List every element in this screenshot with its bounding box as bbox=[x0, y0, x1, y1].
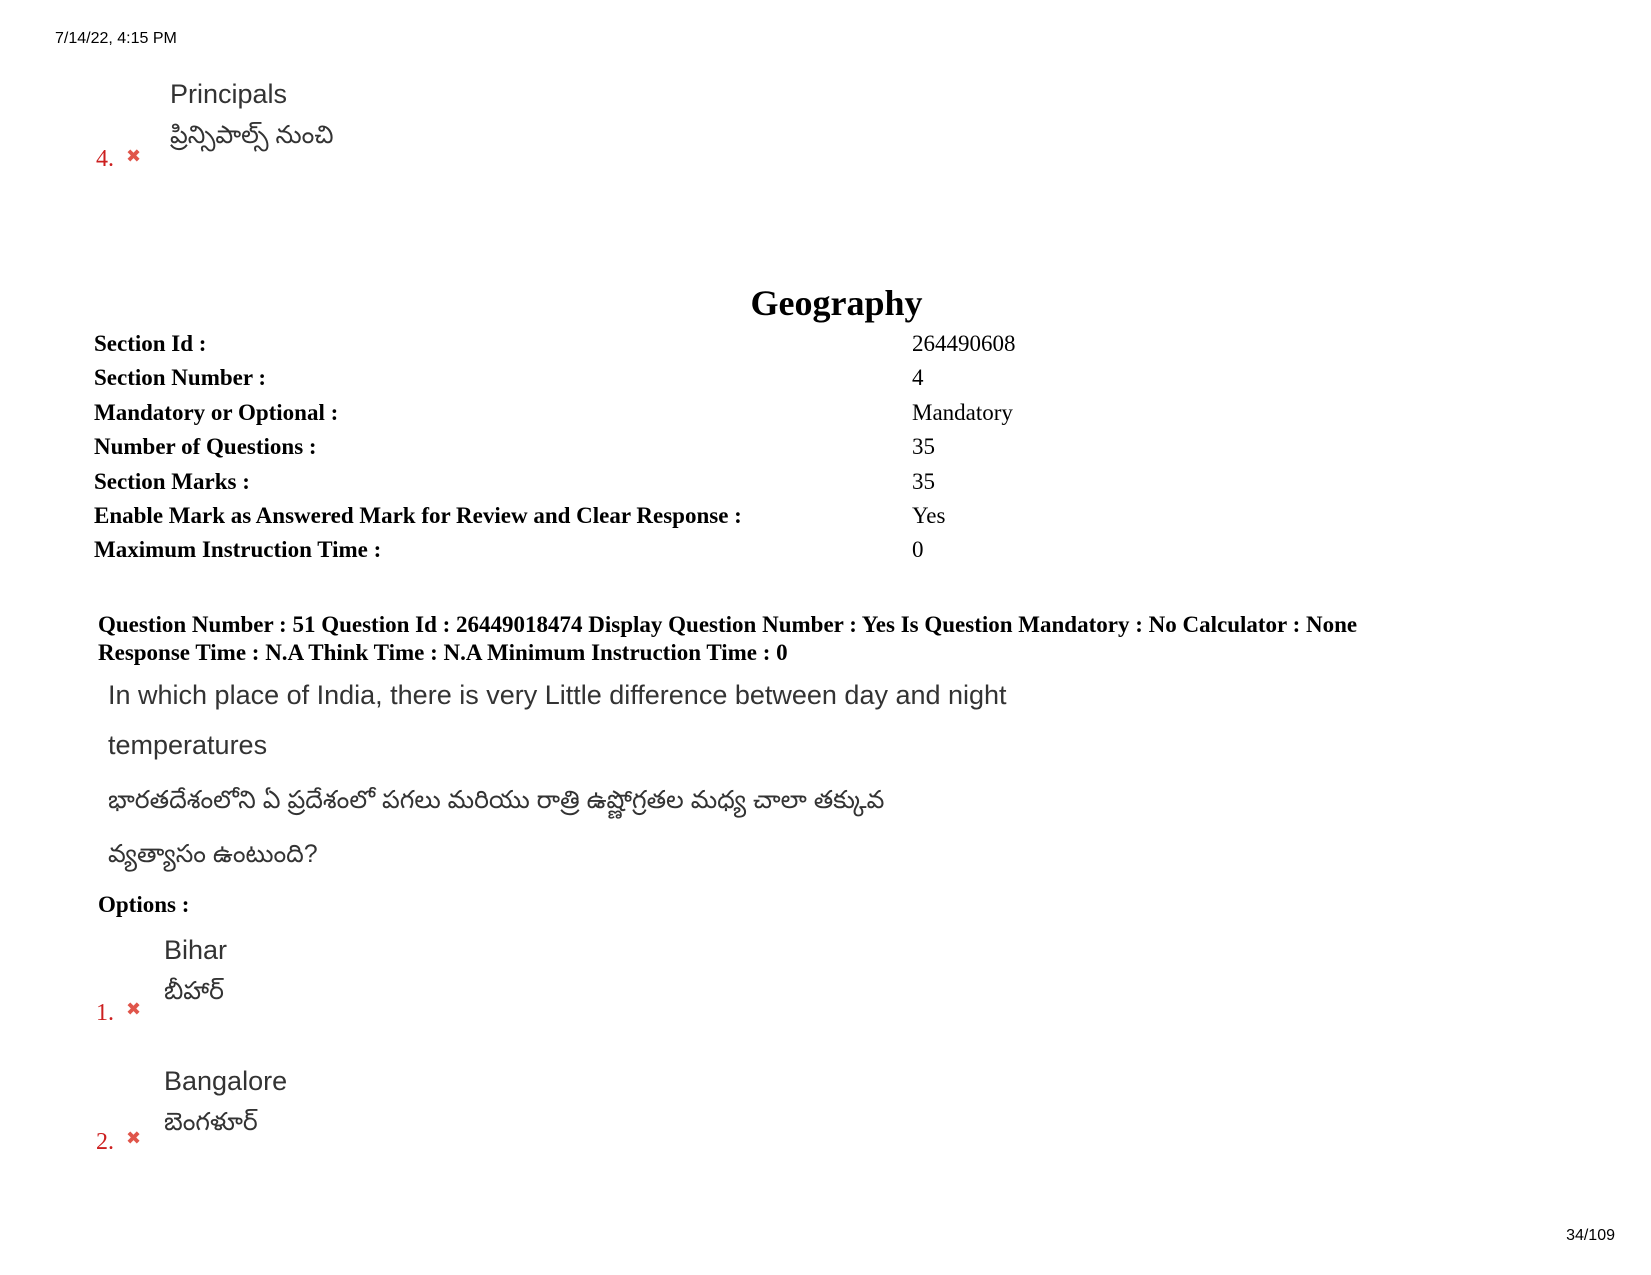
option-1-english: Bihar bbox=[164, 935, 228, 965]
options-label: Options : bbox=[98, 892, 190, 917]
option-1-number: 1. bbox=[96, 1000, 114, 1026]
option-2-number: 2. bbox=[96, 1129, 114, 1155]
question-meta-line-2: Response Time : N.A Think Time : N.A Minimum Instruction Time : 0 bbox=[98, 640, 788, 665]
option-2-english: Bangalore bbox=[164, 1066, 288, 1096]
section-marks-value: 35 bbox=[912, 469, 935, 494]
enable-mark-value: Yes bbox=[912, 503, 946, 528]
section-id-label: Section Id : bbox=[94, 331, 207, 356]
section-id-value: 264490608 bbox=[912, 331, 1016, 356]
cross-icon: ✖ bbox=[126, 146, 142, 167]
question-meta-line-1: Question Number : 51 Question Id : 26449018474 Display Question Number : Yes Is Question Mandatory : No Calculator : None bbox=[98, 612, 1358, 637]
mandatory-value: Mandatory bbox=[912, 400, 1013, 425]
cross-icon: ✖ bbox=[126, 999, 142, 1020]
option-1-image bbox=[164, 934, 227, 1006]
num-questions-label: Number of Questions : bbox=[94, 434, 317, 459]
option-4-english: Principals bbox=[170, 79, 288, 109]
option-1-telugu: బీహార్ bbox=[164, 977, 224, 1006]
max-instruction-time-value: 0 bbox=[912, 537, 924, 562]
page-number: 34/109 bbox=[1566, 1227, 1615, 1244]
section-number-label: Section Number : bbox=[94, 365, 267, 390]
num-questions-value: 35 bbox=[912, 434, 935, 459]
option-4-number: 4. bbox=[96, 146, 114, 172]
option-2-telugu: బెంగళూర్ bbox=[164, 1108, 258, 1137]
question-text-telugu-1: భారతదేశంలోని ఏ ప్రదేశంలో పగలు మరియు రాత్రి ఉష్ణోగ్రతల మధ్య చాలా తక్కువ bbox=[108, 786, 885, 814]
option-2-image bbox=[164, 1065, 287, 1137]
question-text-english-2: temperatures bbox=[108, 730, 268, 760]
question-text-telugu-2: వ్యత్యాసం ఉంటుంది? bbox=[108, 840, 318, 868]
section-title: Geography bbox=[750, 283, 923, 323]
section-marks-label: Section Marks : bbox=[94, 469, 250, 494]
question-meta bbox=[98, 611, 1598, 667]
section-number-value: 4 bbox=[912, 365, 924, 390]
print-timestamp: 7/14/22, 4:15 PM bbox=[55, 30, 177, 47]
mandatory-label: Mandatory or Optional : bbox=[94, 400, 339, 425]
max-instruction-time-label: Maximum Instruction Time : bbox=[94, 537, 382, 562]
option-4-image bbox=[170, 78, 333, 150]
question-text-english-1: In which place of India, there is very Little difference between day and night bbox=[108, 680, 1007, 710]
enable-mark-label: Enable Mark as Answered Mark for Review and Clear Response : bbox=[94, 503, 742, 528]
option-4-telugu: ప్రిన్సిపాల్స్ నుంచి bbox=[170, 121, 334, 150]
cross-icon: ✖ bbox=[126, 1128, 142, 1149]
